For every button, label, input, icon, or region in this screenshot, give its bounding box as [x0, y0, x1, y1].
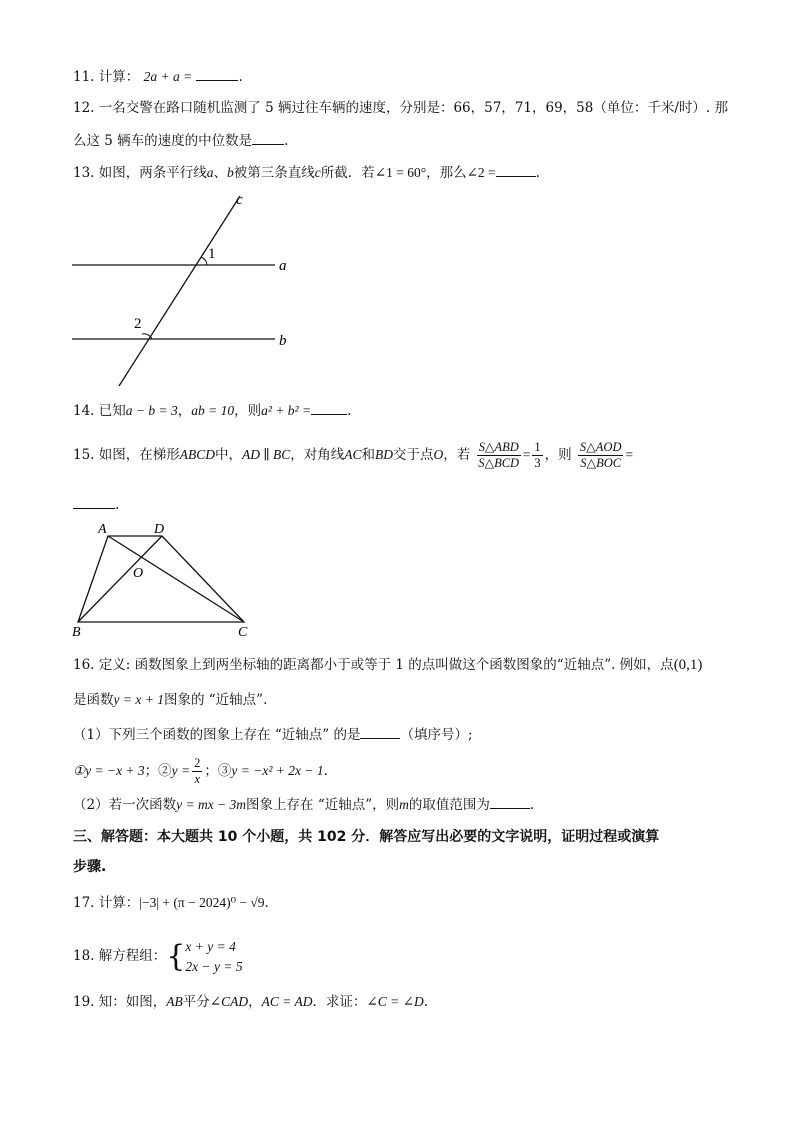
trapezoid-figure	[66, 518, 266, 640]
equal-sides-expression: AC = AD	[261, 994, 313, 1009]
answer-blank[interactable]	[360, 724, 400, 739]
option-2-lhs: y =	[171, 763, 191, 778]
question-19	[73, 992, 428, 1012]
question-16-part2	[73, 794, 534, 815]
asked-ratio-fraction	[578, 440, 624, 471]
math-expression: 2a + a =	[143, 69, 193, 84]
section-heading	[73, 827, 659, 847]
point-label-o: O	[133, 566, 144, 581]
question-text: ，对角线	[290, 447, 345, 463]
question-text: （2）若一次函数	[73, 797, 177, 813]
punctuation: .	[238, 69, 243, 85]
segment-ab: AB	[166, 994, 183, 1009]
label-a: a	[279, 258, 287, 274]
point-coordinates: (0,1)	[673, 657, 703, 673]
label-c: c	[236, 192, 243, 208]
vertex-label-c: C	[238, 625, 248, 640]
question-text: ，则	[544, 447, 572, 463]
option-separator: ；②	[144, 763, 172, 779]
question-number: 14.	[73, 403, 95, 419]
brace-symbol: {	[166, 938, 186, 974]
option-1-function: ①y = −x + 3	[73, 763, 145, 778]
punctuation: .	[284, 133, 289, 149]
question-text: 解方程组：	[98, 948, 167, 964]
question-text: 是函数	[73, 692, 114, 708]
question-text: ，那么	[426, 165, 467, 181]
punctuation: 、	[213, 165, 228, 181]
trapezoid-abcd	[78, 536, 244, 622]
question-16-line1	[73, 655, 702, 675]
question-number: 17.	[73, 895, 95, 911]
angle-2-arc	[142, 334, 152, 339]
question-text: 图象上存在 “近轴点”，则	[246, 797, 400, 813]
question-text: 计算：	[98, 69, 140, 85]
answer-blank[interactable]	[311, 400, 347, 415]
fraction-numerator: 1	[534, 440, 541, 454]
fraction-denominator: S△BCD	[478, 456, 520, 470]
question-text: 计算：	[98, 895, 140, 911]
question-text: 已知	[98, 403, 126, 419]
question-text: 被第三条直线	[233, 165, 315, 181]
question-text: ，若	[443, 447, 471, 463]
diagonal-ac-line	[108, 536, 244, 622]
math-expression: ab = 10	[191, 403, 235, 418]
linear-function: y = mx − 3m	[176, 797, 247, 812]
question-text: 所截．若	[320, 165, 375, 181]
angle-1-arc	[201, 257, 207, 265]
question-text: ，则	[234, 403, 262, 419]
question-text: 图象的 “近轴点”.	[163, 692, 268, 708]
question-text: 和	[361, 447, 376, 463]
var-a: a	[206, 165, 214, 180]
answer-blank[interactable]	[73, 494, 115, 509]
fraction-numerator: S△AOD	[579, 440, 622, 454]
option-separator: ；③	[204, 763, 232, 779]
transversal-c	[119, 196, 240, 386]
question-number: 18.	[73, 948, 95, 964]
answer-blank[interactable]	[252, 130, 284, 145]
question-17	[73, 893, 269, 913]
angle-2-expression: ∠2 =	[466, 165, 496, 180]
vertex-label-b: B	[72, 625, 81, 640]
question-number: 12.	[73, 100, 95, 116]
vertex-label-a: A	[98, 522, 107, 537]
parallel-lines-figure	[60, 188, 320, 390]
diagonal-ac: AC	[344, 447, 362, 462]
punctuation: .	[529, 797, 535, 813]
angle-cad: ∠CAD	[209, 994, 249, 1009]
function-expression: y = x + 1	[113, 692, 164, 707]
question-13	[73, 162, 540, 183]
answer-blank[interactable]	[496, 162, 536, 177]
label-angle-2: 2	[134, 316, 142, 332]
punctuation: ，	[177, 403, 192, 419]
section-heading-line1: 三、解答题：本大题共 10 个小题，共 102 分．解答应写出必要的文字说明，证明过程或演算	[73, 829, 660, 845]
diagonal-bd-line	[78, 536, 162, 622]
question-text: 一名交警在路口随机监测了 5 辆过往车辆的速度，分别是：66，57，71，69，58（单位：千米/时）. 那	[98, 100, 728, 116]
question-text: ．求证：	[312, 994, 367, 1010]
var-b: b	[227, 165, 234, 180]
section-heading-line2: 步骤.	[73, 859, 107, 875]
question-text: 平分	[182, 994, 210, 1010]
equation-system	[185, 937, 242, 977]
point-o: O	[433, 447, 444, 462]
parallel-expression: AD ∥ BC	[242, 447, 291, 462]
equals-sign: =	[522, 447, 531, 462]
punctuation: .	[535, 165, 540, 181]
question-text: 么这 5 辆车的速度的中位数是	[73, 133, 253, 149]
question-15	[73, 440, 633, 471]
question-text: 中，	[215, 447, 243, 463]
question-18	[73, 934, 243, 978]
proof-goal: ∠C = ∠D	[366, 994, 424, 1009]
question-12-line2	[73, 130, 288, 151]
question-text: 知：如图，	[98, 994, 167, 1010]
equation-2: 2x − y = 5	[185, 958, 243, 974]
trapezoid-name: ABCD	[179, 447, 216, 462]
question-text: （1）下列三个函数的图象上存在 “近轴点” 的是	[73, 727, 361, 743]
fraction-denominator: S△BOC	[580, 456, 622, 470]
diagonal-bd: BD	[375, 447, 394, 462]
question-number: 11.	[73, 69, 95, 85]
answer-blank[interactable]	[490, 794, 530, 809]
question-number: 13.	[73, 165, 95, 181]
punctuation: .	[115, 497, 120, 513]
option-3-function: y = −x² + 2x − 1	[231, 763, 324, 778]
option-2-fraction	[192, 756, 202, 787]
question-16-options	[73, 756, 328, 787]
equals-sign: =	[625, 447, 634, 462]
fraction-denominator: x	[194, 772, 201, 786]
question-12-line1	[73, 98, 728, 118]
question-number: 16.	[73, 657, 95, 673]
question-text: 如图，两条平行线	[98, 165, 207, 181]
vertex-label-d: D	[154, 522, 165, 537]
question-text: 如图，在梯形	[98, 447, 180, 463]
fraction-numerator: S△ABD	[478, 440, 519, 454]
question-text: 的取值范围为	[408, 797, 490, 813]
math-expression: |−3| + (π − 2024)⁰ − √9	[139, 895, 265, 910]
punctuation: ，	[248, 994, 262, 1010]
punctuation: .	[323, 763, 328, 779]
var-m: m	[399, 797, 409, 812]
equation-1: x + y = 4	[185, 938, 236, 954]
angle-1-value: ∠1 = 60°	[374, 165, 427, 180]
answer-blank[interactable]	[196, 66, 238, 81]
area-ratio-fraction	[477, 440, 521, 471]
question-14	[73, 400, 351, 421]
question-11	[73, 66, 243, 87]
math-expression: a − b = 3	[125, 403, 178, 418]
section-heading-cont	[73, 857, 106, 877]
var-c: c	[314, 165, 321, 180]
fraction-denominator: 3	[534, 456, 541, 470]
question-15-answer-line	[73, 494, 119, 515]
label-angle-1: 1	[208, 246, 216, 262]
question-16-part1	[73, 724, 473, 745]
label-b: b	[279, 333, 287, 349]
ratio-value-fraction	[532, 440, 542, 471]
question-number: 15.	[73, 447, 95, 463]
question-text: （填序号）;	[400, 727, 473, 743]
fraction-numerator: 2	[194, 756, 201, 770]
punctuation: .	[423, 994, 429, 1010]
punctuation: .	[347, 403, 352, 419]
question-text: 交于点	[393, 447, 434, 463]
question-16-line2	[73, 690, 267, 710]
question-number: 19.	[73, 994, 95, 1010]
math-expression: a² + b² =	[261, 403, 312, 418]
question-text: 定义: 函数图象上到两坐标轴的距离都小于或等于 1 的点叫做这个函数图象的“近轴点”. 例如，点	[98, 657, 674, 673]
punctuation: .	[264, 895, 269, 911]
